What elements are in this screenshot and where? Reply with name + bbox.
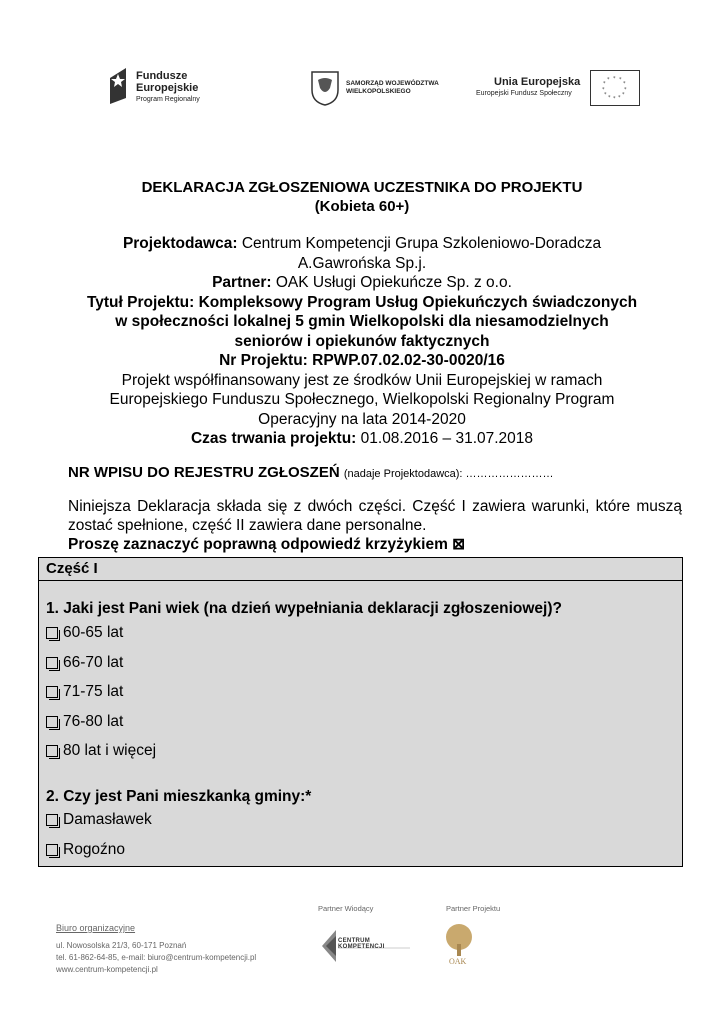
age-option[interactable] bbox=[46, 742, 156, 760]
checkbox-icon[interactable] bbox=[46, 814, 58, 826]
project-title-line2: w społeczności lokalnej 5 gmin Wielkopolski dla niesamodzielnych bbox=[115, 313, 609, 330]
project-title-line1: Tytuł Projektu: Kompleksowy Program Usług Opiekuńczych świadczonych bbox=[86, 293, 638, 311]
svg-text:*: * bbox=[604, 92, 607, 98]
centrum-kompetencji-logo bbox=[322, 928, 412, 964]
projektodawca-value: Centrum Kompetencji Grupa Szkoleniowo-Doradcza bbox=[241, 235, 602, 252]
projektodawca-value2: A.Gawrońska Sp.j. bbox=[297, 254, 427, 272]
partner-value: OAK Usługi Opiekuńcze Sp. z o.o. bbox=[275, 274, 512, 291]
age-option[interactable] bbox=[46, 683, 123, 701]
cofinancing-line1: Projekt współfinansowany jest ze środków Unii Europejskiej w ramach bbox=[121, 371, 603, 389]
sw-line1: SAMORZĄD WOJEWÓDZTWA bbox=[346, 80, 439, 87]
document-title bbox=[60, 178, 664, 216]
projektodawca-label: Projektodawca: bbox=[122, 235, 238, 252]
title-line1: DEKLARACJA ZGŁOSZENIOWA UCZESTNIKA DO PROJEKTU bbox=[141, 179, 583, 196]
svg-text:*: * bbox=[608, 95, 611, 101]
cofinancing-line3: Operacyjny na lata 2014-2020 bbox=[258, 410, 466, 428]
option-label: 60-65 lat bbox=[63, 624, 124, 641]
footer-office bbox=[56, 922, 256, 976]
svg-text:*: * bbox=[607, 77, 610, 83]
fe-line3: Program Regionalny bbox=[136, 96, 200, 103]
ue-line2: Europejski Fundusz Społeczny bbox=[476, 90, 572, 97]
section-header bbox=[39, 558, 682, 581]
question-2: 2. Czy jest Pani mieszkanką gminy:* bbox=[46, 788, 312, 805]
checkbox-icon[interactable] bbox=[46, 627, 58, 639]
cofinancing-line2: Europejskiego Funduszu Społecznego, Wielkopolski Regionalny Program bbox=[109, 391, 615, 408]
duration-label: Czas trwania projektu: bbox=[190, 430, 357, 447]
gmina-option[interactable] bbox=[46, 841, 125, 859]
checkbox-icon[interactable] bbox=[46, 745, 58, 757]
svg-text:*: * bbox=[613, 96, 616, 102]
question-1: 1. Jaki jest Pani wiek (na dzień wypełniania deklaracji zgłoszeniowej)? bbox=[46, 600, 562, 617]
title-line2: (Kobieta 60+) bbox=[314, 198, 410, 215]
registry-number bbox=[68, 464, 554, 481]
option-label: 66-70 lat bbox=[63, 654, 124, 671]
option-label: 76-80 lat bbox=[63, 713, 124, 730]
option-label: 71-75 lat bbox=[63, 683, 124, 700]
checkbox-icon[interactable] bbox=[46, 657, 58, 669]
fe-line2: Europejskie bbox=[136, 82, 199, 94]
svg-text:*: * bbox=[602, 87, 605, 93]
option-label: 80 lat i więcej bbox=[63, 742, 157, 759]
ue-line1: Unia Europejska bbox=[494, 76, 581, 88]
partner-wiodacy-label: Partner Wiodący bbox=[318, 904, 374, 913]
footer-address: ul. Nowosolska 21/3, 60-171 Poznań bbox=[56, 941, 187, 950]
partner-projektu-label: Partner Projektu bbox=[446, 904, 501, 913]
project-info bbox=[60, 234, 664, 449]
section-title: Część I bbox=[46, 560, 98, 577]
footer-contact: tel. 61-862-64-85, e-mail: biuro@centrum-kompetencji.pl bbox=[56, 953, 257, 962]
checkbox-icon[interactable] bbox=[46, 686, 58, 698]
fe-line1: Fundusze bbox=[136, 70, 188, 82]
declaration-instruction: Proszę zaznaczyć poprawną odpowiedź krzyżykiem ⊠ bbox=[68, 536, 466, 553]
sw-line2: WIELKOPOLSKIEGO bbox=[346, 88, 411, 95]
duration-value: 01.08.2016 – 31.07.2018 bbox=[360, 430, 534, 447]
svg-text:*: * bbox=[613, 76, 616, 82]
option-label: Damasławek bbox=[63, 811, 152, 828]
checkbox-icon[interactable] bbox=[46, 716, 58, 728]
project-number: Nr Projektu: RPWP.07.02.02-30-0020/16 bbox=[219, 352, 505, 369]
checkbox-icon[interactable] bbox=[46, 844, 58, 856]
ck-logo-text: CENTRUM KOMPETENCJI bbox=[338, 938, 385, 950]
age-option[interactable] bbox=[46, 654, 123, 672]
fe-star-icon bbox=[108, 68, 130, 104]
registry-label: NR WPISU DO REJESTRU ZGŁOSZEŃ bbox=[68, 464, 340, 481]
declaration-body: Niniejsza Deklaracja składa się z dwóch części. Część I zawiera warunki, które muszą zostać spełnione, część II zawiera dane personalne. bbox=[68, 498, 682, 534]
option-label: Rogoźno bbox=[63, 841, 126, 858]
svg-text:*: * bbox=[619, 77, 622, 83]
samorzad-wojewodztwa-logo bbox=[310, 70, 440, 106]
age-option[interactable] bbox=[46, 713, 123, 731]
unia-europejska-logo bbox=[472, 70, 640, 106]
partner-label: Partner: bbox=[212, 274, 272, 291]
footer-www[interactable]: www.centrum-kompetencji.pl bbox=[56, 965, 158, 974]
svg-text:*: * bbox=[623, 81, 626, 87]
eagle-crest-icon bbox=[310, 70, 340, 106]
project-title-line3: seniorów i opiekunów faktycznych bbox=[234, 332, 490, 350]
oak-logo-text: OAK bbox=[449, 957, 467, 966]
svg-text:*: * bbox=[603, 81, 606, 87]
age-option[interactable] bbox=[46, 624, 123, 642]
svg-text:*: * bbox=[618, 95, 621, 101]
footer-heading: Biuro organizacyjne bbox=[56, 923, 136, 933]
fundusze-europejskie-logo bbox=[108, 68, 218, 108]
gmina-option[interactable] bbox=[46, 811, 152, 829]
svg-text:*: * bbox=[624, 87, 627, 93]
section-part-1 bbox=[38, 557, 683, 867]
svg-text:*: * bbox=[622, 92, 625, 98]
oak-logo bbox=[440, 922, 478, 968]
declaration-text bbox=[68, 497, 682, 554]
registry-note[interactable]: (nadaje Projektodawca): …………………… bbox=[343, 468, 554, 480]
eu-flag-icon bbox=[590, 70, 640, 106]
